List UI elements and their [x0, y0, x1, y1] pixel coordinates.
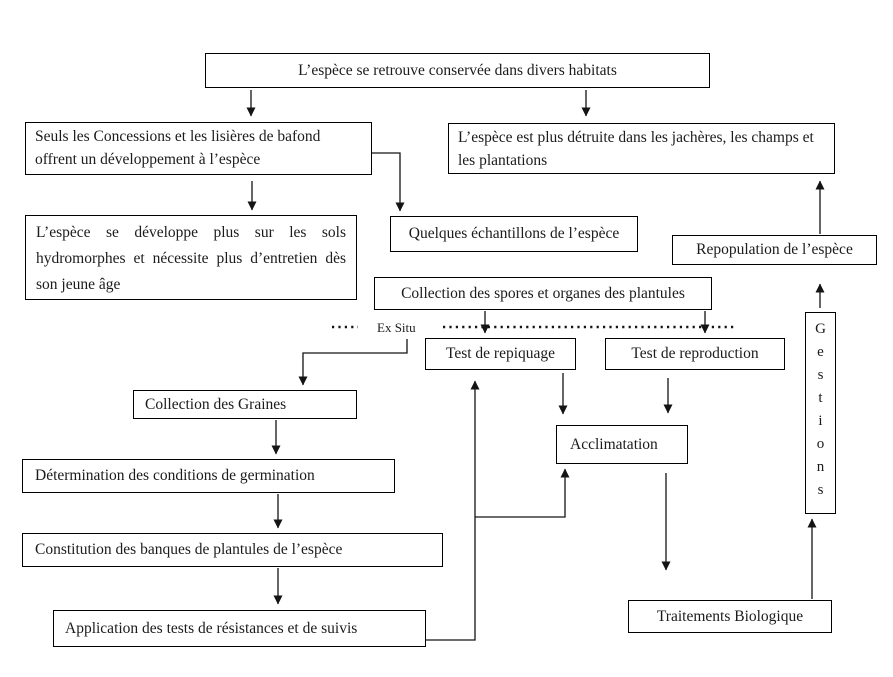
node-banques [22, 533, 443, 567]
node-spores-label: Collection des spores et organes des plantules [401, 284, 685, 302]
node-acclimatation [556, 425, 688, 464]
node-test-repiquage-label: Test de repiquage [445, 345, 556, 362]
node-traitements [628, 600, 832, 633]
node-concessions-label: Seuls les Concessions et les lisières de bafond offrent un développement à l’espèce [35, 128, 321, 168]
node-gestions-label: Gestions [812, 321, 829, 505]
node-test-reproduction [605, 338, 785, 370]
node-application-label: Application des tests de résistances et de suivis [65, 619, 358, 637]
node-habitats [205, 53, 710, 88]
node-germination [22, 459, 395, 493]
node-repopulation [672, 235, 877, 265]
node-application [53, 610, 426, 647]
node-hydromorphes [25, 215, 357, 300]
node-echantillons-label: Quelques échantillons de l’espèce [408, 225, 620, 242]
node-germination-label: Détermination des conditions de germination [35, 467, 315, 484]
node-hydromorphes-label: L’espèce se développe plus sur les sols hydromorphes et nécessite plus d’entretien dès son jeune âge [36, 224, 346, 293]
node-repopulation-label: Repopulation de l’espèce [696, 241, 853, 258]
node-traitements-label: Traitements Biologique [656, 607, 804, 625]
node-habitats-label: L’espèce se retrouve conservée dans divers habitats [298, 61, 617, 79]
node-echantillons [390, 216, 638, 252]
arrow-exsitu-graines [303, 339, 407, 385]
arrow-application-repiquage [426, 381, 475, 640]
ex-situ-label: Ex Situ [377, 320, 416, 335]
node-jacheres [448, 123, 835, 174]
node-gestions [805, 312, 836, 514]
node-graines-label: Collection des Graines [145, 395, 287, 413]
node-acclimatation-label: Acclimatation [570, 435, 658, 453]
node-spores [374, 277, 712, 310]
node-concessions [25, 122, 372, 175]
node-banques-label: Constitution des banques de plantules de l’espèce [35, 541, 343, 558]
node-test-reproduction-label: Test de reproduction [631, 345, 759, 362]
arrow-concessions-echantillons [372, 153, 400, 211]
arrow-application-acclimatation [475, 469, 565, 517]
node-test-repiquage [425, 338, 576, 370]
node-jacheres-label: L’espèce est plus détruite dans les jachères, les champs et les plantations [458, 129, 814, 169]
node-graines [133, 390, 357, 419]
